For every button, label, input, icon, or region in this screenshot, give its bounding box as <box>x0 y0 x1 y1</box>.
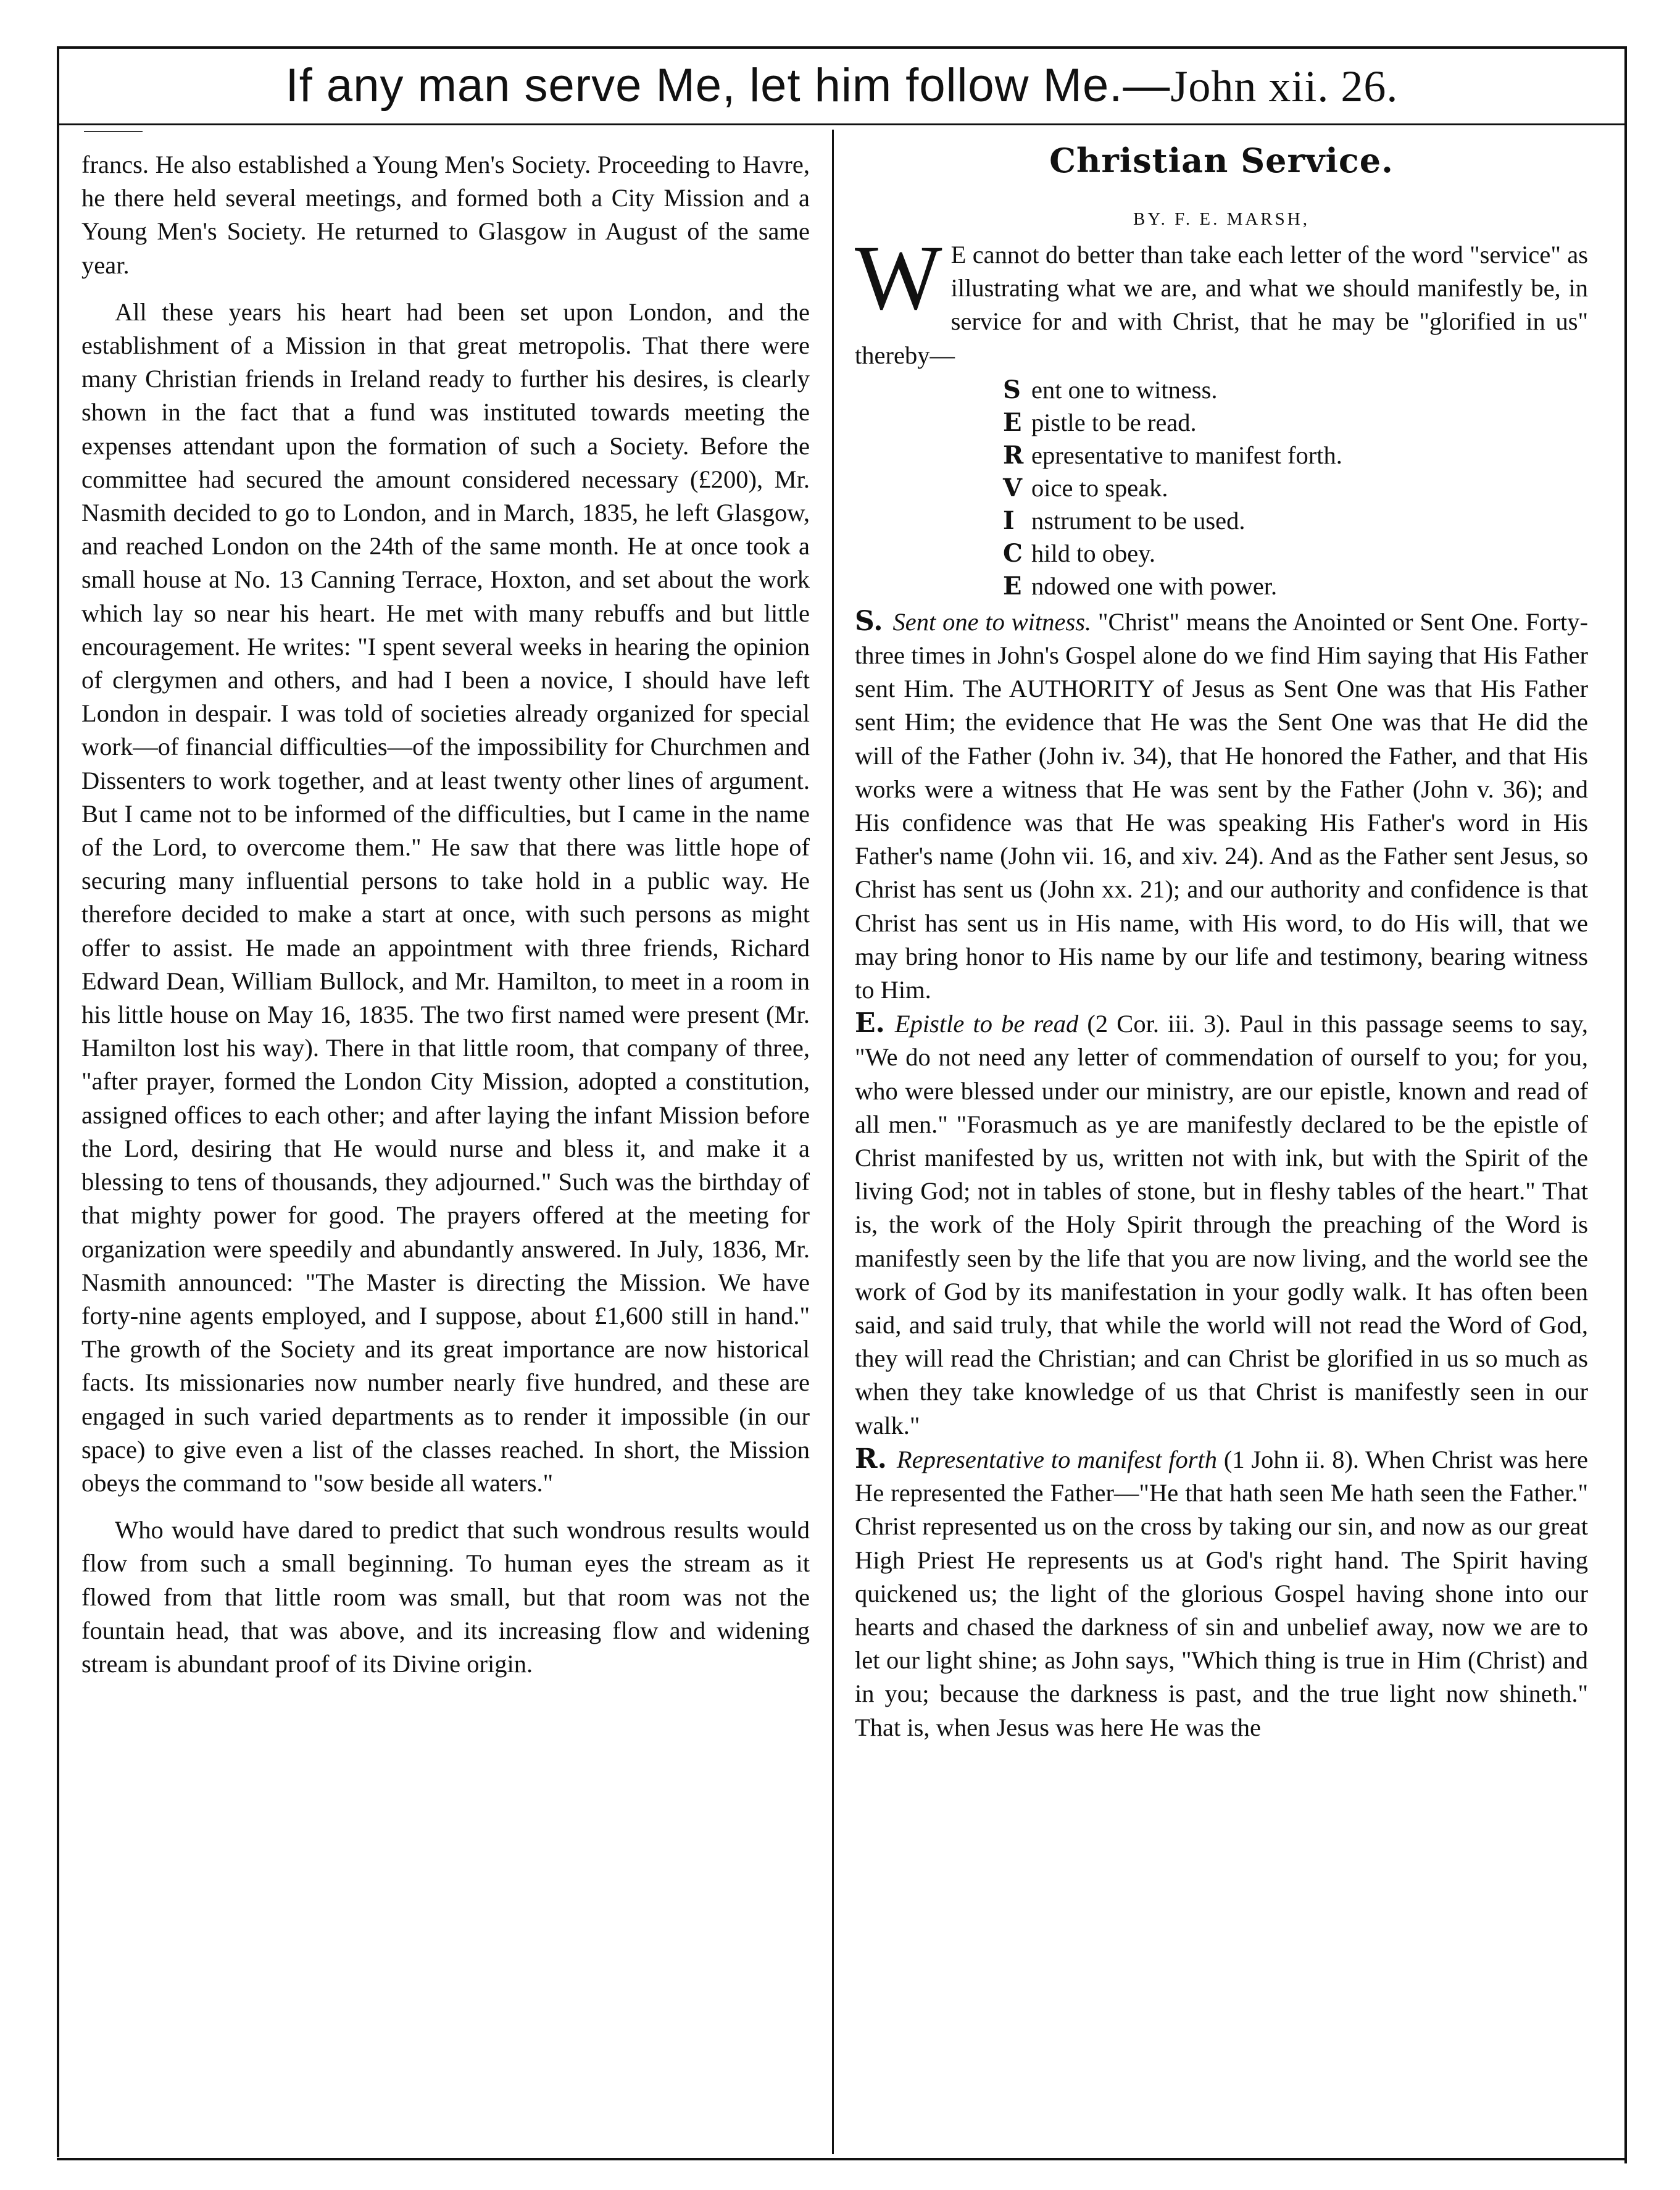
left-column <box>81 148 810 1681</box>
acrostic-text: ent one to witness. <box>1031 375 1218 404</box>
section-e <box>855 1007 1588 1443</box>
drop-cap: W <box>855 227 942 329</box>
acrostic-item <box>1003 406 1588 439</box>
acrostic-text: oice to speak. <box>1031 473 1168 502</box>
header-reference: John xii. 26. <box>1170 62 1399 111</box>
acrostic-item <box>1003 472 1588 504</box>
section-s <box>855 605 1588 1007</box>
section-heading: Representative to manifest forth <box>896 1445 1218 1473</box>
section-letter: S. <box>855 605 883 637</box>
acrostic-item <box>1003 504 1588 537</box>
acrostic-letter: I <box>1003 506 1015 535</box>
acrostic-item <box>1003 537 1588 570</box>
acrostic-letter: S <box>1003 375 1021 404</box>
page-border-bottom <box>57 2158 1627 2160</box>
right-column <box>855 123 1588 1744</box>
section-text: (1 John ii. 8). When Christ was here He represented the Father—"He that hath seen Me hath seen the Father." Christ represented us on the cross by taking our sin, and now as our great High Priest He represents us at God's right hand. The Spirit having quickened us; the light of the glorious Gospel having shone into our hearts and chased the darkness of sin and unbelief away, now we are to let our light shine; as John says, "Which thing is true in Him (Christ) and in you; because the darkness is past, and the true light now shineth." That is, when Jesus was here He was the <box>855 1445 1588 1741</box>
article-byline: BY. F. E. MARSH, <box>1133 209 1310 229</box>
page-border-top <box>57 46 1627 49</box>
acrostic-letter: E <box>1003 571 1022 601</box>
section-r <box>855 1443 1588 1744</box>
acrostic-text: nstrument to be used. <box>1031 506 1245 535</box>
acrostic-letter: V <box>1003 473 1023 502</box>
acrostic-item <box>1003 570 1588 602</box>
section-rule <box>84 131 143 132</box>
article-intro <box>855 227 1588 372</box>
acrostic-letter: C <box>1003 538 1023 568</box>
left-paragraph-2: All these years his heart had been set upon London, and the establishment of a Mission in that great metropolis. That there were many Christian friends in Ireland ready to further his desires, is clearly shown in the fact that a fund was instituted towards meeting the expenses attendant upon the formation of such a Society. Before the committee had secured the amount considered necessary (£200), Mr. Nasmith decided to go to London, and in March, 1835, he left Glasgow, and reached London on the 24th of the same month. He at once took a small house at No. 13 Canning Terrace, Hoxton, and set about the work which lay so near his heart. He met with many rebuffs and but little encouragement. He writes: "I spent several weeks in hearing the opinion of clergymen and others, and had I been a novice, I should have left London in despair. I was told of societies already organized for special work—of financial difficulties—of the impossibility for Churchmen and Dissenters to work together, and at least twenty other lines of argument. But I came not to be informed of the difficulties, but I came in the name of the Lord, to overcome them." He saw that there was little hope of securing many influential persons to take hold in a public way. He therefore decided to make a start at once, with such persons as might offer to assist. He made an appointment with three friends, Richard Edward Dean, William Bullock, and Mr. Hamilton, to meet in a room in his little house on May 16, 1835. The two first named were present (Mr. Hamilton lost his way). There in that little room, that company of three, "after prayer, formed the London City Mission, adopted a constitution, assigned offices to each other; and after laying the infant Mission before the Lord, desiring that He would nurse and bless it, and make it a blessing to tens of thousands, they adjourned." Such was the birthday of that mighty power for good. The prayers offered at the meeting for organization were speedily and abundantly answered. In July, 1836, Mr. Nasmith announced: "The Master is directing the Mission. We have forty-nine agents employed, and I suppose, about £1,600 still in hand." The growth of the Society and its great importance are now historical facts. Its missionaries now number nearly five hundred, and these are engaged in such varied departments as to render it impossible (in our space) to give even a list of the classes reached. In short, the Mission obeys the command to "sow beside all waters." <box>81 298 810 1497</box>
acrostic-text: hild to obey. <box>1031 539 1155 567</box>
section-heading: Epistle to be read <box>894 1010 1079 1038</box>
column-divider <box>832 130 834 2154</box>
acrostic-text: epresentative to manifest forth. <box>1031 441 1342 469</box>
section-letter: E. <box>855 1007 885 1039</box>
section-heading: Sent one to witness. <box>892 607 1092 636</box>
left-paragraph-1: francs. He also established a Young Men's Society. Proceeding to Havre, he there held several meetings, and formed both a City Mission and a Young Men's Society. He returned to Glasgow in August of the same year. <box>81 151 810 279</box>
acrostic-item <box>1003 373 1588 406</box>
page-border-right <box>1624 46 1627 2163</box>
section-letter: R. <box>855 1443 887 1475</box>
acrostic-text: pistle to be read. <box>1031 408 1197 436</box>
header-title: If any man serve Me, let him follow Me.— <box>285 59 1171 112</box>
acrostic-letter: R <box>1003 440 1024 470</box>
article-title: Christian Service. <box>1049 141 1394 180</box>
section-text: (2 Cor. iii. 3). Paul in this passage seems to say, "We do not need any letter of commendation of ourself to you; for you, who were blessed under our ministry, are our epistle, known and read of all men." "Forasmuch as ye are manifestly declared to be the epistle of Christ manifested by us, written not with ink, but with the Spirit of the living God; not in tables of stone, but in fleshy tables of the heart." That is, the work of the Holy Spirit through the preaching of the Word is manifestly seen by the life that you are now living, and the world see the work of God by its manifestation in your godly walk. It has often been said, and said truly, that while the world will not read the Word of God, they will read the Christian; and can Christ be glorified in us so much as when they take knowledge of us that Christ is manifestly seen in our walk." <box>855 1010 1588 1439</box>
left-paragraph-3: Who would have dared to predict that such wondrous results would flow from such a small beginning. To human eyes the stream as it flowed from that little room was small, but that room was not the fountain head, that was above, and its increasing flow and widening stream is abundant proof of its Divine origin. <box>81 1516 810 1678</box>
acrostic-item <box>1003 439 1588 472</box>
page-border-left <box>57 46 59 2157</box>
intro-text: E cannot do better than take each letter of the word "service" as illustrating what we are, and what we should manifestly be, in service for and with Christ, that he may be "glorified in us" thereby— <box>855 241 1588 369</box>
section-text: "Christ" means the Anointed or Sent One. Forty-three times in John's Gospel alone do we find Him saying that His Father sent Him. The AUTHORITY of Jesus as Sent One was that His Father sent Him; the evidence that He was the Sent One was that He did the will of the Father (John iv. 34), that He honored the Father, and that His works were a witness that He was sent by the Father (John v. 36); and His confidence was that He was speaking His Father's word in His Father's name (John vii. 16, and xiv. 24). And as the Father sent Jesus, so Christ has sent us (John xx. 21); and our authority and confidence is that Christ has sent us in His name, with His word, to do His will, that we may bring honor to His name by our life and testimony, bearing witness to Him. <box>855 607 1588 1004</box>
acrostic-list <box>1003 373 1588 602</box>
acrostic-text: ndowed one with power. <box>1031 572 1278 600</box>
acrostic-letter: E <box>1003 407 1022 437</box>
page-header <box>59 49 1624 122</box>
